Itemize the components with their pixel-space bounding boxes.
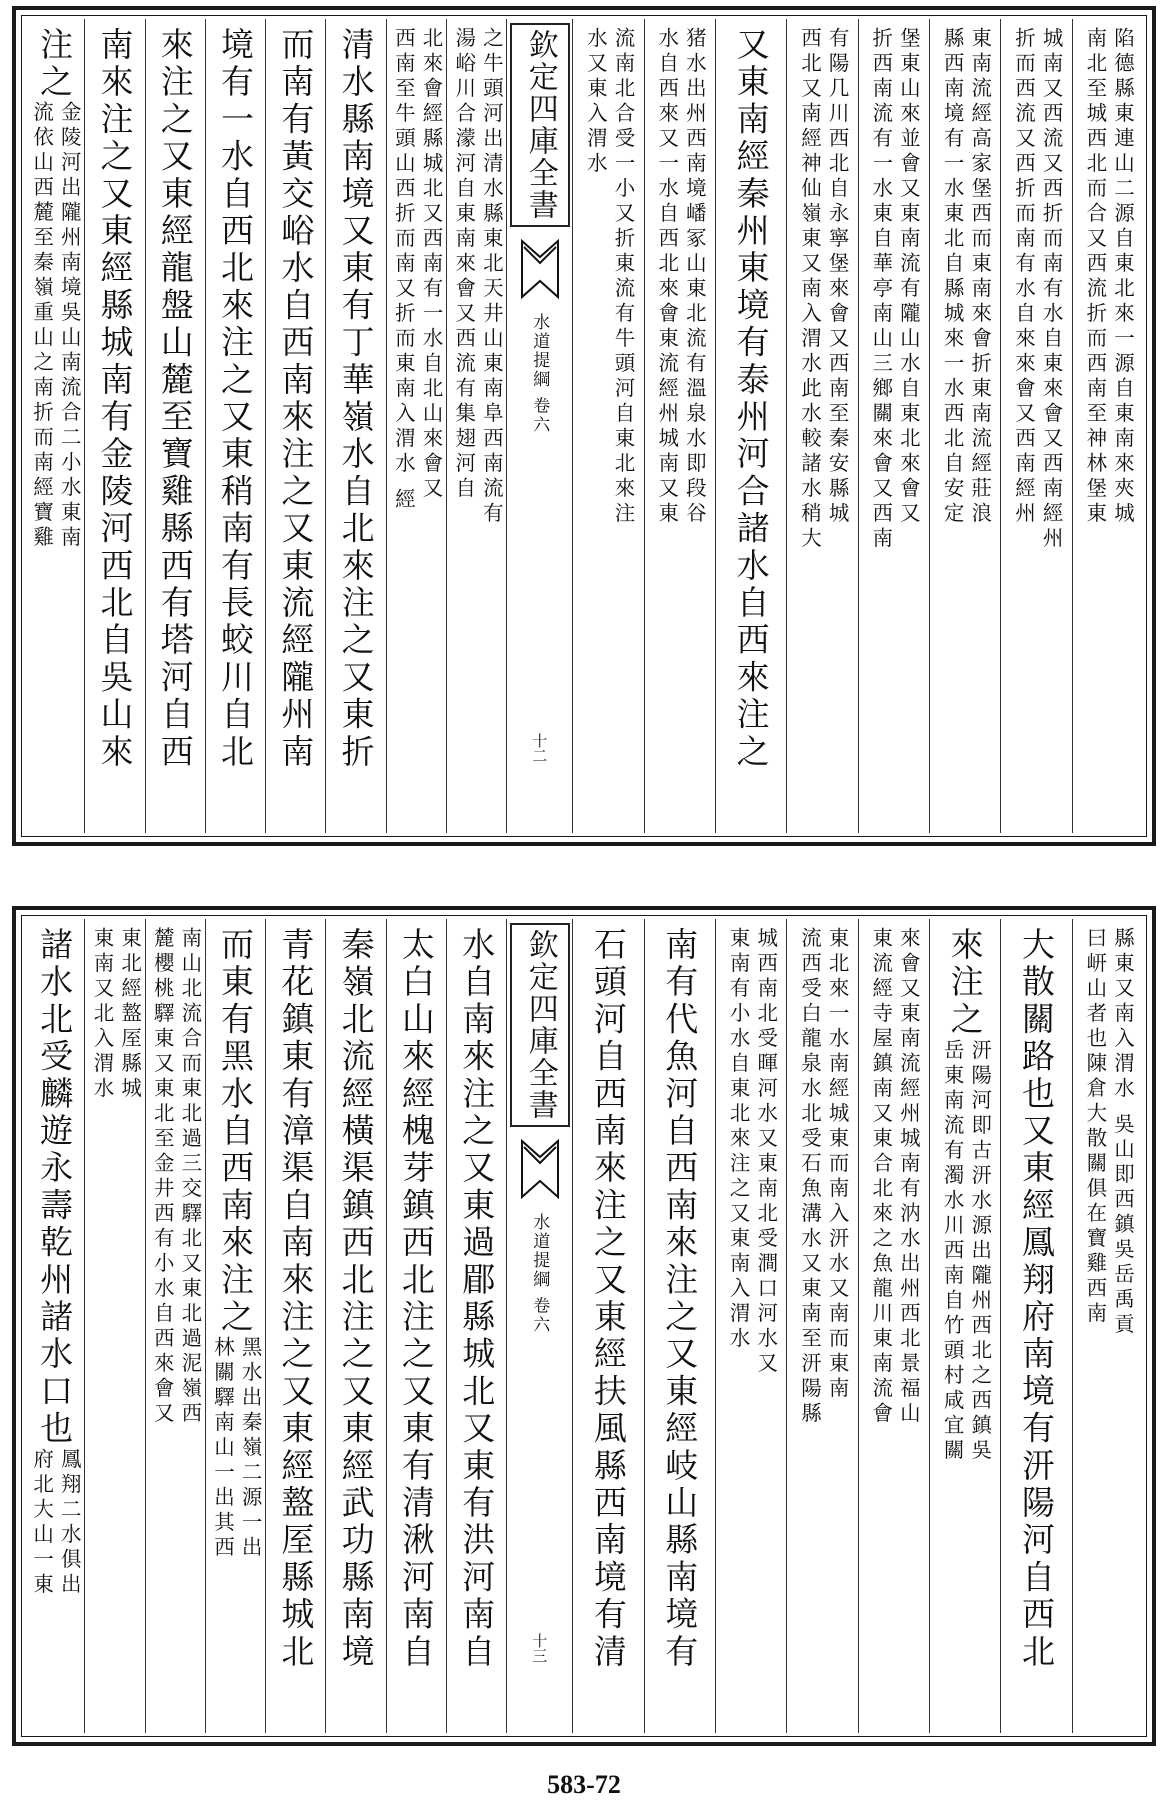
annotation-text: 岳東南流有濁水川西南自竹頭村咸宜關	[940, 1038, 965, 1464]
annotation-text: 東南有小水自東北來注之又東南入渭水	[726, 927, 751, 1352]
left-column	[84, 919, 144, 1733]
annotation-text: 東南流經高家堡西而東南來會折東南流經莊浪	[967, 27, 992, 527]
annotation-text: 南北至城西北而合又西流折而西南至神林堡東	[1082, 27, 1107, 527]
annotation-text: 曰岍山者也陳倉大散關俱在寶雞西南	[1082, 927, 1107, 1327]
main-text: 大散關路也又東經鳳翔府南境有汧陽河自西北	[1016, 927, 1056, 1671]
annotation-text: 林關驛南山一出其西	[210, 1336, 235, 1562]
annotation-text: 水自西來又一水自西北來會東流經州城南又東	[654, 27, 679, 527]
main-text: 南來注之又東經縣城南有金陵河西北自吳山來	[95, 27, 135, 771]
left-column	[386, 919, 446, 1733]
right-column	[644, 919, 715, 1733]
right-half	[573, 19, 1143, 833]
right-half	[573, 919, 1143, 1733]
left-column	[205, 919, 265, 1733]
annotation-text: 麓櫻桃驛東又東北至金井西有小水自西來會又	[150, 927, 175, 1427]
annotation-text: 流依山西麓至秦嶺重山之南折而南經寶雞	[29, 101, 54, 552]
right-column	[644, 19, 715, 833]
annotation-text: 城南又西流又西折而南有水自東來會又西南經州	[1039, 27, 1064, 552]
left-column	[145, 919, 205, 1733]
left-column	[84, 19, 144, 833]
center-gutter	[506, 19, 573, 833]
main-text: 青花鎮東有漳渠自南來注之又東經盩厔縣城北	[276, 927, 316, 1671]
main-text: 來注之又東經龍盤山麓至寶雞縣西有塔河自西	[155, 27, 195, 771]
annotation-text: 流西受白龍泉水北受石魚溝水又東南至汧陽縣	[797, 927, 822, 1427]
left-half	[25, 19, 506, 833]
right-column	[715, 919, 786, 1733]
right-column	[929, 919, 1000, 1733]
main-text: 境有一水自西北來注之又東稍南有長蛟川自北	[216, 27, 256, 771]
left-column	[265, 19, 325, 833]
annotation-text: 西南至牛頭山西折而南又折而東南入渭水 經	[391, 27, 416, 514]
annotation-text: 鳳翔二水俱出	[57, 1447, 82, 1598]
annotation-text: 折西南流有一水東自華亭南山三鄉關來會又西南	[868, 27, 893, 552]
main-text: 來注之	[945, 927, 985, 1039]
main-text: 石頭河自西南來注之又東經扶風縣西南境有清	[588, 927, 628, 1671]
page-number-footer: 583-72	[547, 1770, 621, 1799]
bottom-page-columns	[25, 919, 1143, 1733]
annotation-text: 東北經盩厔縣城	[117, 927, 142, 1102]
right-column	[573, 19, 643, 833]
main-text: 注之	[35, 27, 75, 102]
annotation-text: 猪水出州西南境嶓冢山東北流有溫泉水即段谷	[682, 27, 707, 527]
annotation-text: 東流經寺屋鎮南又東合北來之魚龍川東南流會	[868, 927, 893, 1427]
book-title: 欽定四庫全書	[510, 23, 570, 227]
right-column	[929, 19, 1000, 833]
right-column	[1072, 919, 1143, 1733]
top-page	[12, 6, 1156, 846]
left-column	[25, 19, 84, 833]
volume-label: 水道提綱 卷六	[529, 1213, 550, 1335]
leaf-number: 十三	[530, 1633, 549, 1663]
fish-tail-mark-icon	[520, 1137, 560, 1207]
annotation-text: 城西南北受暉河水又東南北受澗口河水又	[753, 927, 778, 1377]
right-column	[1072, 19, 1143, 833]
main-text: 太白山來經槐芽鎮西北注之又東有清湫河南自	[396, 927, 436, 1671]
main-text: 南有代魚河自西南來注之又東經岐山縣南境有	[660, 927, 700, 1671]
right-column	[858, 919, 929, 1733]
volume-label: 水道提綱 卷六	[529, 313, 550, 435]
annotation-text: 南山北流合而東北過三交驛北又東北過泥嶺西	[177, 927, 202, 1427]
right-column	[786, 919, 857, 1733]
right-column	[858, 19, 929, 833]
main-text: 而南有黃交峪水自西南來注之又東流經隴州南	[276, 27, 316, 771]
annotation-text: 來會又東南流經州城南有汭水出州西北景福山	[896, 927, 921, 1427]
annotation-text: 縣西南境有一水東北自縣城來一水西北自安定	[940, 27, 965, 527]
annotation-text: 汧陽河即古汧水源出隴州西北之西鎮吳	[967, 1038, 992, 1464]
left-column	[446, 19, 506, 833]
annotation-text: 有陽几川西北自永寧堡來會又西南至秦安縣城	[825, 27, 850, 527]
left-column	[325, 19, 385, 833]
annotation-text: 折而西流又西折而南有水自來來會又西南經州	[1011, 27, 1036, 527]
left-column	[145, 19, 205, 833]
annotation-text: 黑水出秦嶺二源一出	[238, 1336, 263, 1562]
annotation-text: 府北大山一東	[29, 1447, 54, 1598]
left-column	[446, 919, 506, 1733]
main-text: 又東南經秦州東境有泰州河合諸水自西來注之	[731, 27, 771, 771]
right-column	[1000, 919, 1071, 1733]
book-title: 欽定四庫全書	[510, 923, 570, 1127]
center-gutter	[506, 919, 573, 1733]
left-column	[325, 919, 385, 1733]
left-column	[265, 919, 325, 1733]
left-column	[386, 19, 446, 833]
fish-tail-mark-icon	[520, 237, 560, 307]
bottom-page	[12, 906, 1156, 1746]
main-text: 清水縣南境又東有丁華嶺水自北來注之又東折	[336, 27, 376, 771]
top-page-columns	[25, 19, 1143, 833]
annotation-text: 東北來一水南經城東而南入汧水又南而東南	[825, 927, 850, 1402]
annotation-text: 之牛頭河出清水縣東北天井山東南阜西南流有	[479, 27, 504, 527]
annotation-text: 北來會經縣城北又西南有一水自北山來會又	[419, 27, 444, 502]
annotation-text: 堡東山來並會又東南流有隴山水自東北來會又	[896, 27, 921, 527]
main-text: 秦嶺北流經橫渠鎮西北注之又東經武功縣南境	[336, 927, 376, 1671]
annotation-text: 西北又南經神仙嶺東又南入渭水此水較諸水稍大	[797, 27, 822, 552]
left-column	[25, 919, 84, 1733]
right-column	[1000, 19, 1071, 833]
left-half	[25, 919, 506, 1733]
annotation-text: 陷德縣東連山二源自東北來一源自東南來夾城	[1110, 27, 1135, 527]
annotation-text: 湯峪川合濛河自東南來會又西流有集翅河自	[451, 27, 476, 502]
right-column	[573, 919, 643, 1733]
leaf-number: 十二	[530, 733, 549, 763]
annotation-text: 水又東入渭水	[583, 27, 608, 177]
main-text: 而東有黑水自西南來注之	[216, 927, 256, 1337]
main-text: 諸水北受麟遊永壽乾州諸水口也	[35, 927, 75, 1448]
annotation-text: 縣東又南入渭水 吳山即西鎮吳岳禹貢	[1110, 927, 1135, 1339]
annotation-text: 東南又北入渭水	[89, 927, 114, 1102]
left-column	[205, 19, 265, 833]
annotation-text: 金陵河出隴州南境吳山南流合二小水東南	[57, 101, 82, 552]
main-text: 水自南來注之又東過郿縣城北又東有洪河南自	[457, 927, 497, 1671]
annotation-text: 流南北合受一小又折東流有牛頭河自東北來注	[611, 27, 636, 527]
right-column	[786, 19, 857, 833]
right-column	[715, 19, 786, 833]
